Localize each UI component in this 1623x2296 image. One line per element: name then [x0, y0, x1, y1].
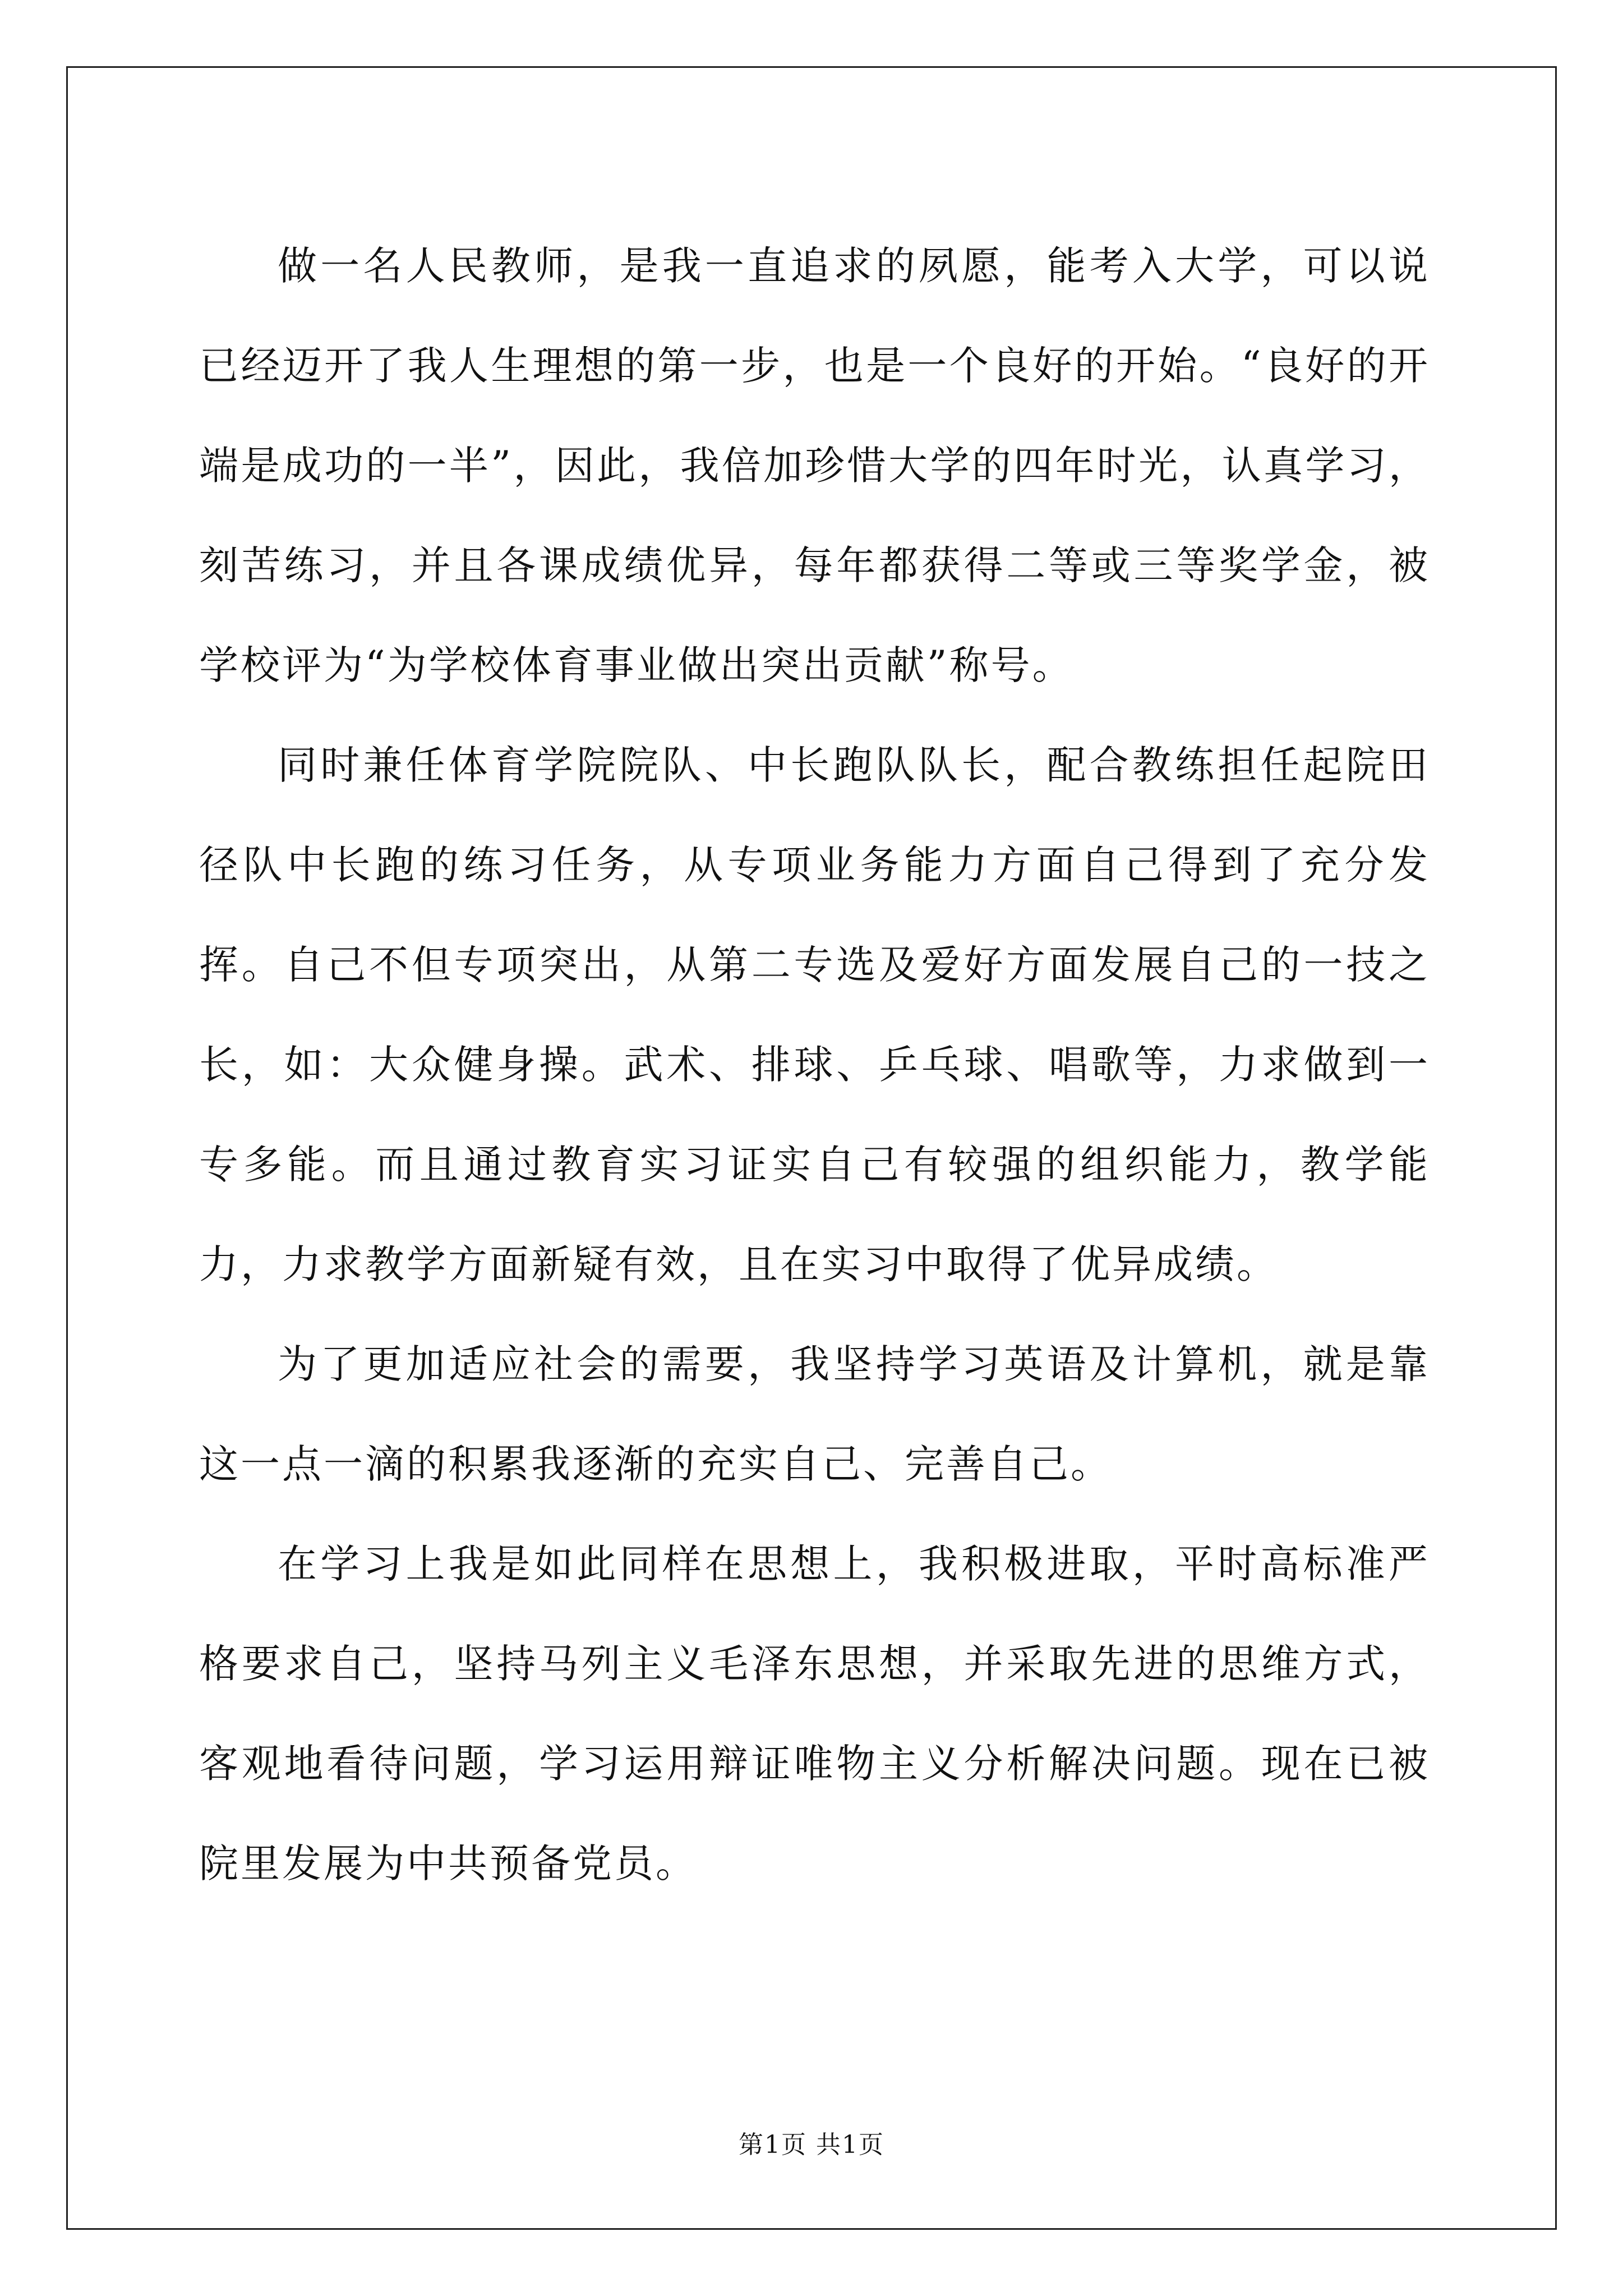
page-number-label: 第1页 共1页 — [739, 2131, 884, 2159]
document-body — [199, 216, 1430, 1913]
paragraph-1: 做一名人民教师，是我一直追求的夙愿，能考入大学，可以说已经迈开了我人生理想的第一步，也是一个良好的开始。“良好的开端是成功的一半”，因此，我倍加珍惜大学的四年时光，认真学习，刻苦练习，并且各课成绩优异，每年都获得二等或三等奖学金，被学校评为“为学校体育事业做出突出贡献”称号。 — [199, 243, 1430, 688]
paragraph-3: 为了更加适应社会的需要，我坚持学习英语及计算机，就是靠这一点一滴的积累我逐渐的充实自己、完善自己。 — [199, 1341, 1430, 1487]
paragraph-2: 同时兼任体育学院院队、中长跑队队长，配合教练担任起院田径队中长跑的练习任务，从专项业务能力方面自己得到了充分发挥。自己不但专项突出，从第二专选及爱好方面发展自己的一技之长，如：大众健身操。武术、排球、乒乓球、唱歌等，力求做到一专多能。而且通过教育实习证实自己有较强的组织能力，教学能力，力求教学方面新疑有效，且在实习中取得了优异成绩。 — [199, 742, 1430, 1287]
page-footer — [0, 2128, 1623, 2162]
paragraph-4: 在学习上我是如此同样在思想上，我积极进取，平时高标准严格要求自己，坚持马列主义毛泽东思想，并采取先进的思维方式，客观地看待问题，学习运用辩证唯物主义分析解决问题。现在已被院里发展为中共预备党员。 — [199, 1541, 1430, 1887]
